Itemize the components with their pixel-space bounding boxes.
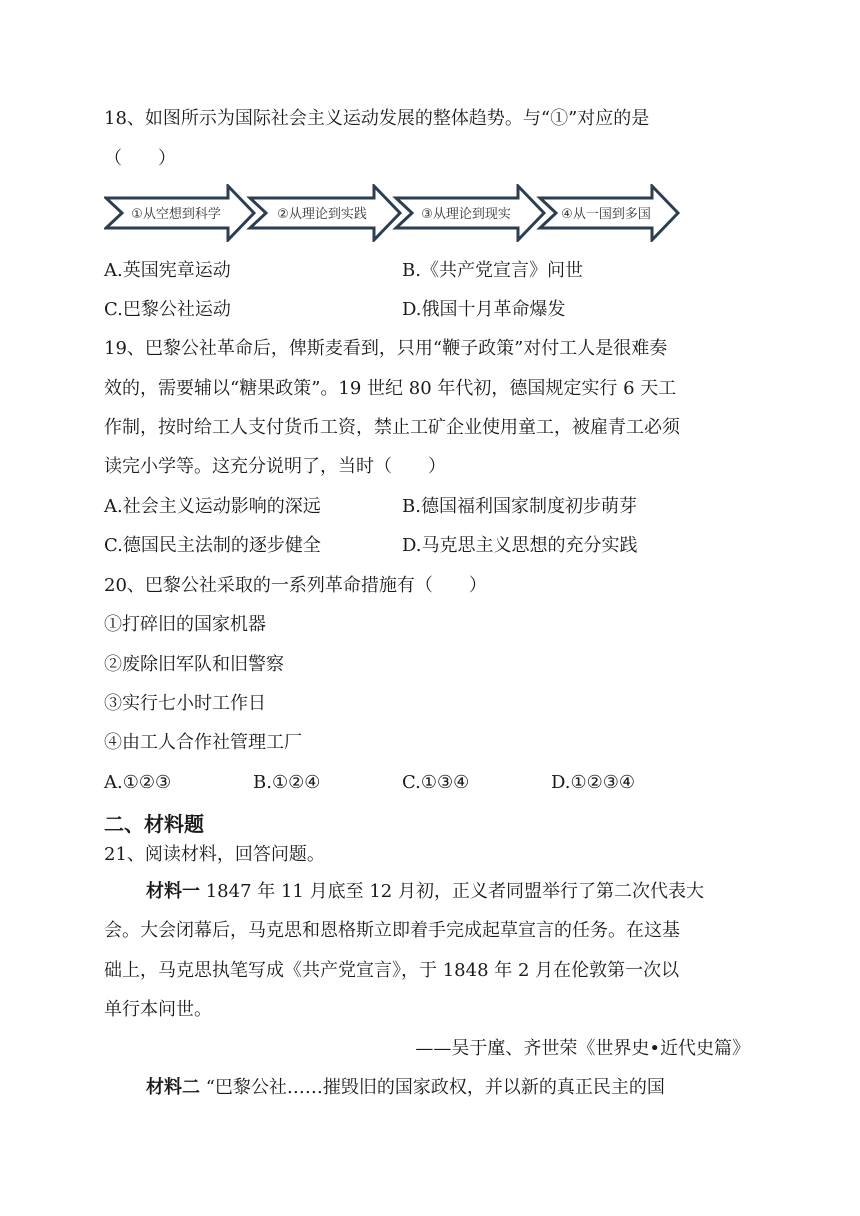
flow-step-1: ①从空想到科学 <box>131 207 221 222</box>
q19-option-a: A.社会主义运动影响的深远 <box>104 496 321 517</box>
q18-option-a: A.英国宪章运动 <box>104 260 231 281</box>
q19-line-3: 作制，按时给工人支付货币工资，禁止工矿企业使用童工，被雇青工必须 <box>104 417 680 438</box>
q18-stem-line2: （ ） <box>104 148 176 169</box>
q20-item-4: ④由工人合作社管理工厂 <box>104 732 302 753</box>
q19-line-2: 效的，需要辅以“糖果政策”。19 世纪 80 年代初，德国规定实行 6 天工 <box>104 378 677 399</box>
q19-option-b: B.德国福利国家制度初步萌芽 <box>402 496 637 517</box>
q20-item-2: ②废除旧军队和旧警察 <box>104 654 284 675</box>
flow-arrow-3 <box>396 186 544 240</box>
q20-item-1: ①打碎旧的国家机器 <box>104 614 266 635</box>
q21-material-1-line-2: 会。大会闭幕后，马克思和恩格斯立即着手完成起草宣言的任务。在这基 <box>104 920 680 941</box>
q18-flow-diagram <box>104 184 684 242</box>
q18-option-d: D.俄国十月革命爆发 <box>402 299 566 320</box>
material-1-text-1: 1847 年 11 月底至 12 月初，正义者同盟举行了第二次代表大 <box>200 881 704 902</box>
flow-step-2: ②从理论到实践 <box>277 207 367 222</box>
material-2-label: 材料二 <box>146 1077 200 1098</box>
q21-material-1-line-3: 础上，马克思执笔写成《共产党宣言》，于 1848 年 2 月在伦敦第一次以 <box>104 960 680 981</box>
flow-arrow-2 <box>250 186 400 240</box>
flow-step-4: ④从一国到多国 <box>561 207 651 222</box>
q21-material-2-line-1 <box>146 1075 665 1101</box>
flow-step-3: ③从理论到现实 <box>421 207 511 222</box>
q19-line-1: 19、巴黎公社革命后，俾斯麦看到，只用“鞭子政策”对付工人是很难奏 <box>104 338 668 359</box>
q19-option-c: C.德国民主法制的逐步健全 <box>104 535 321 556</box>
q20-item-3: ③实行七小时工作日 <box>104 693 266 714</box>
q20-option-a: A.①②③ <box>104 772 172 793</box>
q19-option-d: D.马克思主义思想的充分实践 <box>402 535 638 556</box>
q20-option-d: D.①②③④ <box>551 772 636 793</box>
material-1-label: 材料一 <box>146 881 200 902</box>
q18-stem-line1: 18、如图所示为国际社会主义运动发展的整体趋势。与“①”对应的是 <box>104 108 650 129</box>
material-1-source: ——吴于廑、齐世荣《世界史•近代史篇》 <box>415 1038 750 1059</box>
q21-material-1-line-1 <box>146 879 704 905</box>
flow-arrow-1 <box>106 186 254 240</box>
q21-stem: 21、阅读材料，回答问题。 <box>104 844 325 865</box>
q18-option-b: B.《共产党宣言》问世 <box>402 260 583 281</box>
section-heading: 二、材料题 <box>104 812 204 836</box>
q19-line-4: 读完小学等。这充分说明了，当时（ ） <box>104 456 446 477</box>
q20-option-b: B.①②④ <box>253 772 321 793</box>
q18-option-c: C.巴黎公社运动 <box>104 299 231 320</box>
q20-option-c: C.①③④ <box>402 772 470 793</box>
flow-arrow-4 <box>540 186 678 240</box>
material-2-text-1: “巴黎公社……摧毁旧的国家政权，并以新的真正民主的国 <box>200 1077 665 1098</box>
q21-material-1-line-4: 单行本问世。 <box>104 999 212 1020</box>
q20-stem: 20、巴黎公社采取的一系列革命措施有（ ） <box>104 575 487 596</box>
